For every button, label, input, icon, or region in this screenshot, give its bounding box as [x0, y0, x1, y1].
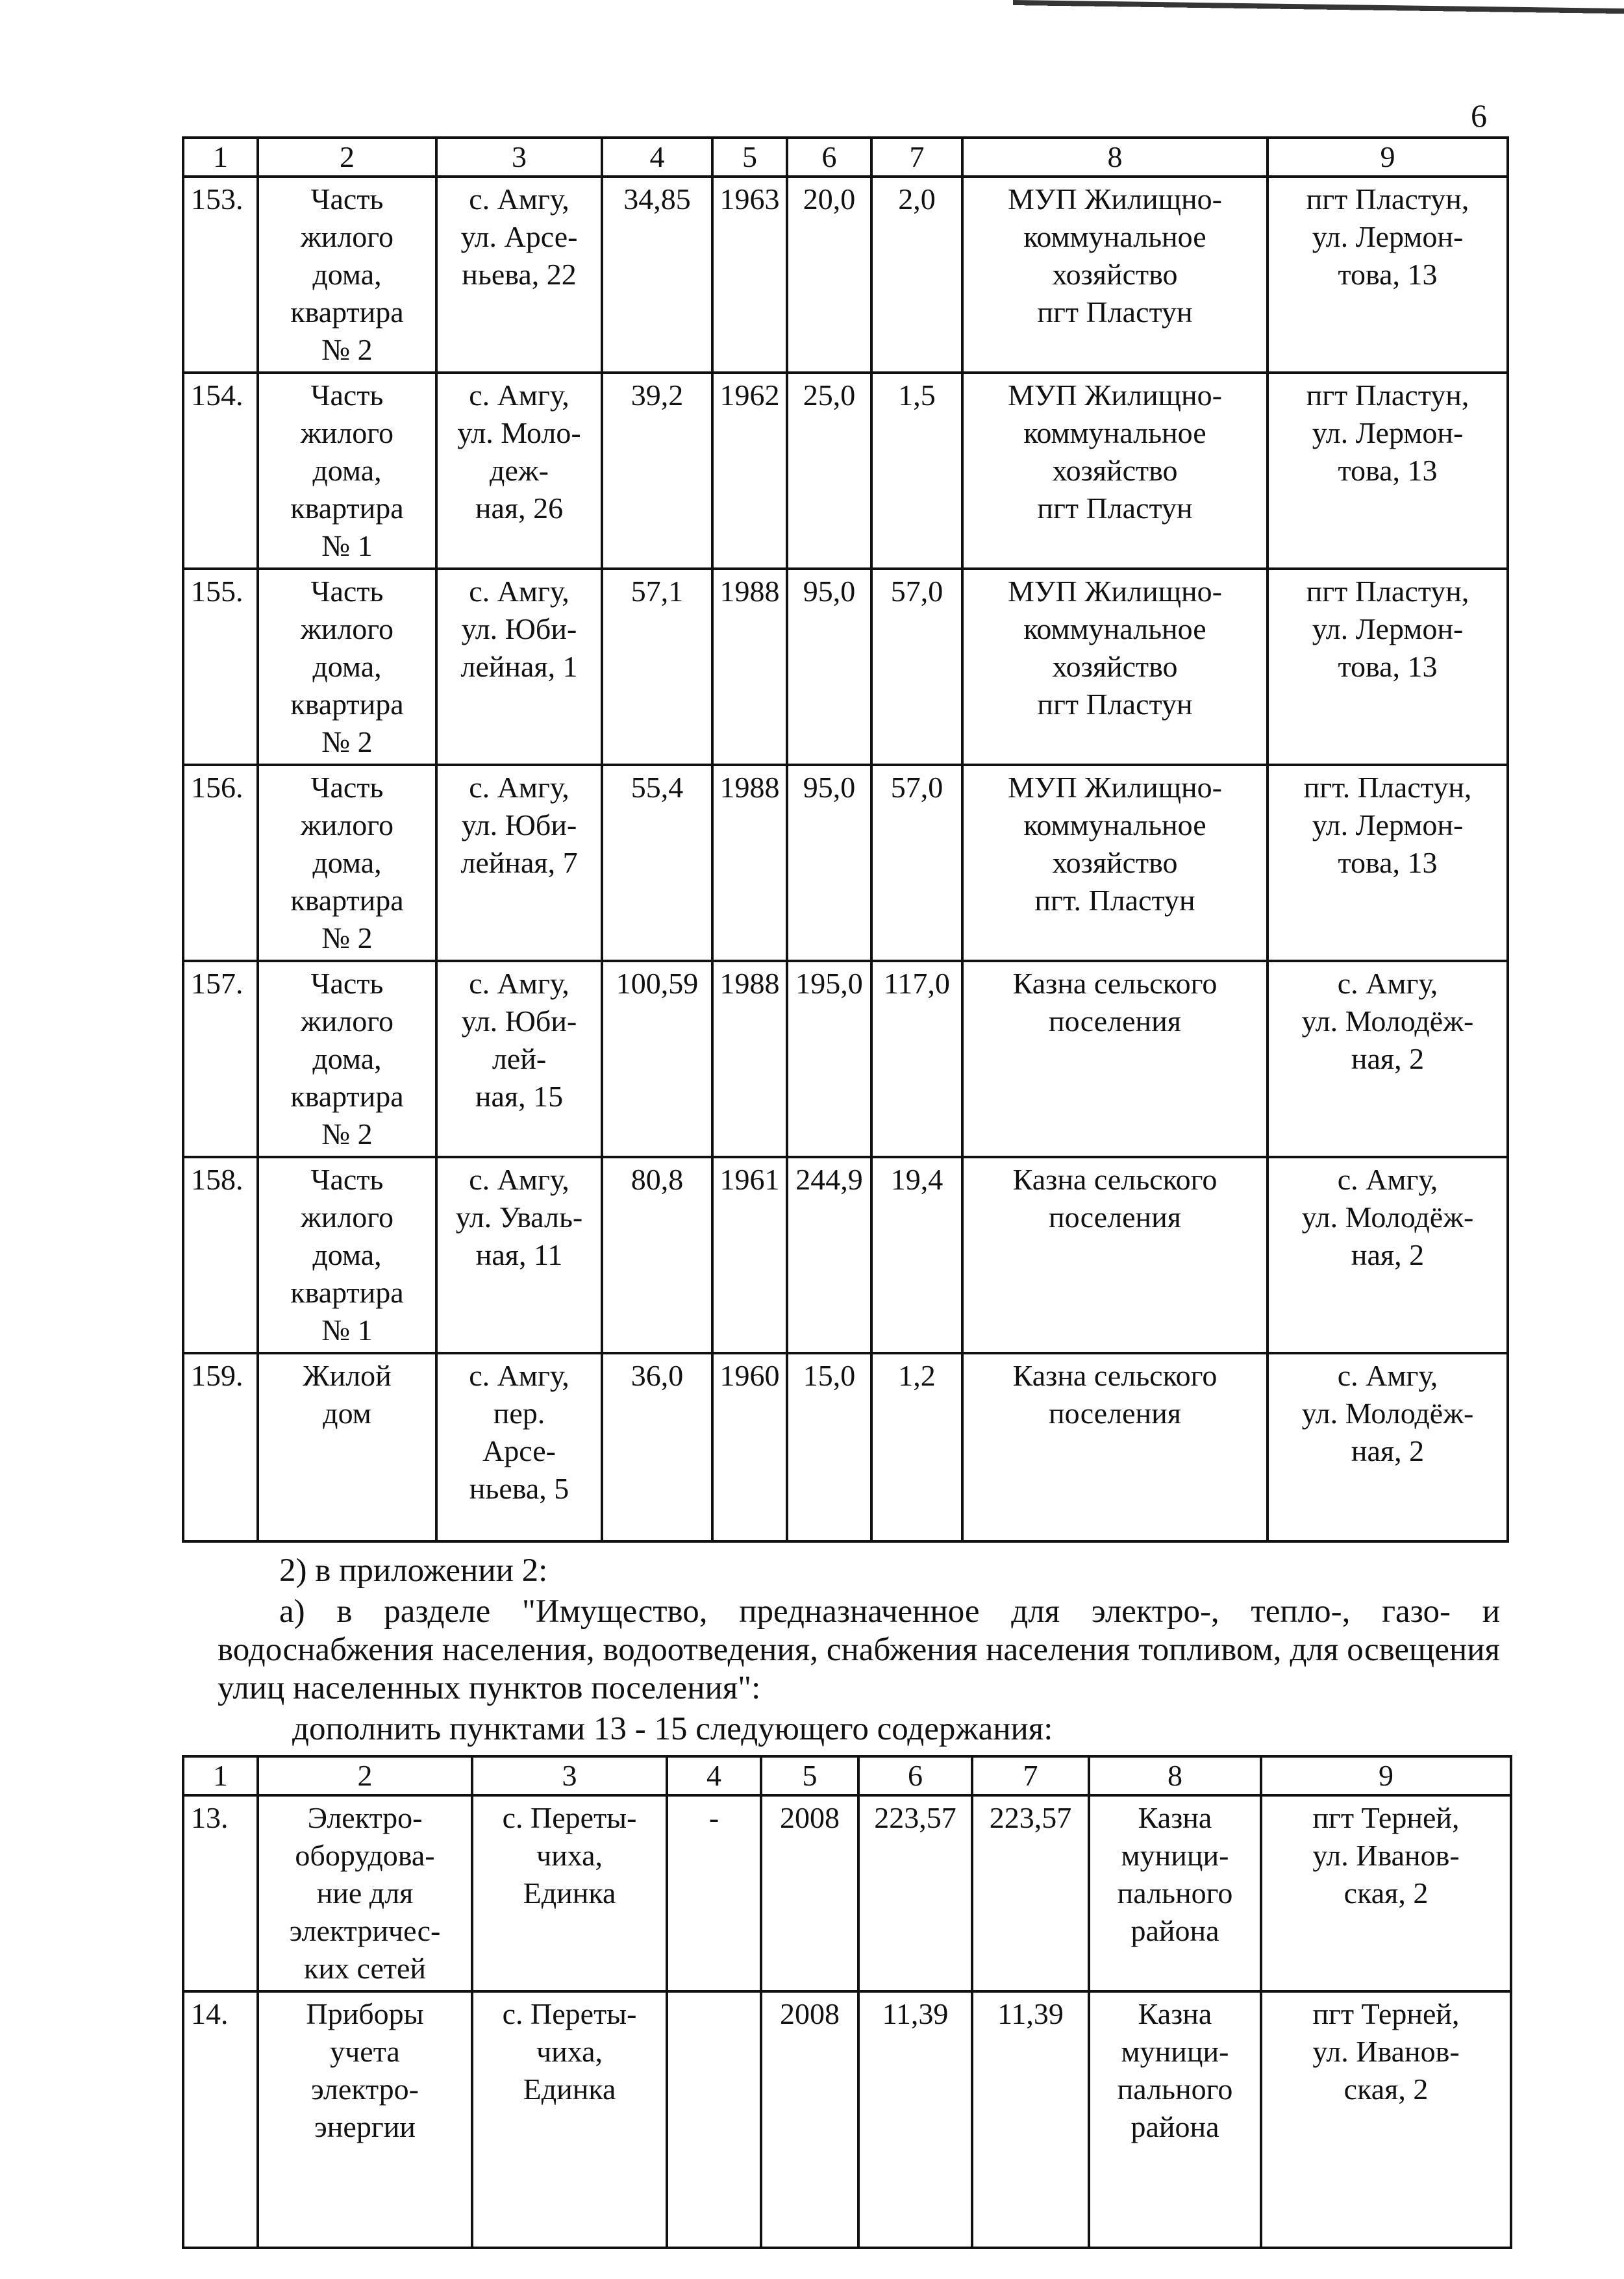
- holder-address-cell: с. Амгу, ул. Молодёж- ная, 2: [1268, 1157, 1508, 1353]
- holder-address-cell: пгт Терней, ул. Иванов- ская, 2: [1261, 1991, 1511, 2248]
- page-number: 6: [1471, 97, 1487, 134]
- value-cell: 223,57: [858, 1795, 972, 1991]
- header-cell: 7: [871, 138, 962, 177]
- object-name: Часть жилого дома, квартира № 1: [258, 373, 436, 569]
- year-cell: 1988: [712, 569, 787, 765]
- area-cell: 100,59: [602, 961, 712, 1157]
- row-number: 153.: [183, 177, 258, 373]
- table-row: [183, 765, 1508, 961]
- object-address: с. Амгу, пер. Арсе- ньева, 5: [436, 1353, 602, 1541]
- header-cell: 4: [667, 1756, 761, 1795]
- year-cell: 1960: [712, 1353, 787, 1541]
- row-number: 154.: [183, 373, 258, 569]
- object-name: Часть жилого дома, квартира № 2: [258, 765, 436, 961]
- area-cell: 39,2: [602, 373, 712, 569]
- holder-address-cell: пгт. Пластун, ул. Лермон- това, 13: [1268, 765, 1508, 961]
- value-cell: 195,0: [787, 961, 871, 1157]
- holder-cell: МУП Жилищно- коммунальное хозяйство пгт Пластун: [962, 569, 1268, 765]
- row-number: 13.: [183, 1795, 258, 1991]
- table-row: [183, 1795, 1511, 1991]
- area-cell: [667, 1991, 761, 2248]
- header-cell: 8: [1089, 1756, 1261, 1795]
- holder-cell: Казна муници- пального района: [1089, 1795, 1261, 1991]
- object-address: с. Амгу, ул. Арсе- ньева, 22: [436, 177, 602, 373]
- object-name: Приборы учета электро- энергии: [258, 1991, 472, 2248]
- header-cell: 4: [602, 138, 712, 177]
- table-row: [183, 1991, 1511, 2248]
- area-cell: 80,8: [602, 1157, 712, 1353]
- year-cell: 1988: [712, 765, 787, 961]
- residual-value-cell: 1,5: [871, 373, 962, 569]
- holder-cell: Казна сельского поселения: [962, 1353, 1268, 1541]
- residual-value-cell: 117,0: [871, 961, 962, 1157]
- residual-value-cell: 19,4: [871, 1157, 962, 1353]
- holder-address-cell: с. Амгу, ул. Молодёж- ная, 2: [1268, 1353, 1508, 1541]
- table-row: [183, 1157, 1508, 1353]
- object-name: Часть жилого дома, квартира № 2: [258, 961, 436, 1157]
- table-row: [183, 1353, 1508, 1541]
- table-header-row: [183, 1756, 1511, 1795]
- row-number: 158.: [183, 1157, 258, 1353]
- area-cell: -: [667, 1795, 761, 1991]
- year-cell: 1961: [712, 1157, 787, 1353]
- header-cell: 9: [1268, 138, 1508, 177]
- object-address: с. Амгу, ул. Юби- лей- ная, 15: [436, 961, 602, 1157]
- header-cell: 7: [972, 1756, 1089, 1795]
- holder-cell: Казна муници- пального района: [1089, 1991, 1261, 2248]
- value-cell: 25,0: [787, 373, 871, 569]
- header-cell: 3: [436, 138, 602, 177]
- object-name: Часть жилого дома, квартира № 2: [258, 177, 436, 373]
- residual-value-cell: 57,0: [871, 569, 962, 765]
- holder-address-cell: пгт Пластун, ул. Лермон- това, 13: [1268, 569, 1508, 765]
- header-cell: 6: [787, 138, 871, 177]
- paragraph-section: а) в разделе "Имущество, предназначенное для электро-, тепло-, газо- и водоснабжения населения, водоотведения, снабжения населения топливом, для освещения улиц населенных пунктов поселения":: [218, 1593, 1500, 1706]
- row-number: 156.: [183, 765, 258, 961]
- residual-value-cell: 1,2: [871, 1353, 962, 1541]
- year-cell: 2008: [761, 1795, 858, 1991]
- table-row: [183, 569, 1508, 765]
- header-cell: 8: [962, 138, 1268, 177]
- header-cell: 6: [858, 1756, 972, 1795]
- header-cell: 5: [761, 1756, 858, 1795]
- row-number: 155.: [183, 569, 258, 765]
- holder-address-cell: пгт Терней, ул. Иванов- ская, 2: [1261, 1795, 1511, 1991]
- value-cell: 20,0: [787, 177, 871, 373]
- value-cell: 95,0: [787, 765, 871, 961]
- header-cell: 9: [1261, 1756, 1511, 1795]
- value-cell: 15,0: [787, 1353, 871, 1541]
- object-address: с. Амгу, ул. Юби- лейная, 7: [436, 765, 602, 961]
- table-row: [183, 961, 1508, 1157]
- holder-cell: Казна сельского поселения: [962, 961, 1268, 1157]
- object-name: Жилой дом: [258, 1353, 436, 1541]
- object-address: с. Переты- чиха, Единка: [472, 1991, 667, 2248]
- holder-address-cell: пгт Пластун, ул. Лермон- това, 13: [1268, 177, 1508, 373]
- header-cell: 1: [183, 1756, 258, 1795]
- property-table-2: [182, 1755, 1512, 2249]
- holder-address-cell: пгт Пластун, ул. Лермон- това, 13: [1268, 373, 1508, 569]
- residual-value-cell: 223,57: [972, 1795, 1089, 1991]
- property-table-1: [182, 136, 1509, 1543]
- area-cell: 57,1: [602, 569, 712, 765]
- table-row: [183, 373, 1508, 569]
- holder-cell: МУП Жилищно- коммунальное хозяйство пгт. Пластун: [962, 765, 1268, 961]
- value-cell: 11,39: [858, 1991, 972, 2248]
- residual-value-cell: 2,0: [871, 177, 962, 373]
- object-address: с. Переты- чиха, Единка: [472, 1795, 667, 1991]
- holder-address-cell: с. Амгу, ул. Молодёж- ная, 2: [1268, 961, 1508, 1157]
- header-cell: 2: [258, 138, 436, 177]
- area-cell: 55,4: [602, 765, 712, 961]
- header-cell: 5: [712, 138, 787, 177]
- object-address: с. Амгу, ул. Юби- лейная, 1: [436, 569, 602, 765]
- object-name: Часть жилого дома, квартира № 2: [258, 569, 436, 765]
- header-cell: 2: [258, 1756, 472, 1795]
- table-row: [183, 177, 1508, 373]
- holder-cell: Казна сельского поселения: [962, 1157, 1268, 1353]
- residual-value-cell: 11,39: [972, 1991, 1089, 2248]
- table-header-row: [183, 138, 1508, 177]
- year-cell: 1988: [712, 961, 787, 1157]
- residual-value-cell: 57,0: [871, 765, 962, 961]
- row-number: 159.: [183, 1353, 258, 1541]
- object-name: Часть жилого дома, квартира № 1: [258, 1157, 436, 1353]
- object-name: Электро- оборудова- ние для электричес- ких сетей: [258, 1795, 472, 1991]
- holder-cell: МУП Жилищно- коммунальное хозяйство пгт Пластун: [962, 373, 1268, 569]
- value-cell: 244,9: [787, 1157, 871, 1353]
- header-cell: 3: [472, 1756, 667, 1795]
- object-address: с. Амгу, ул. Уваль- ная, 11: [436, 1157, 602, 1353]
- holder-cell: МУП Жилищно- коммунальное хозяйство пгт Пластун: [962, 177, 1268, 373]
- year-cell: 1962: [712, 373, 787, 569]
- row-number: 157.: [183, 961, 258, 1157]
- area-cell: 34,85: [602, 177, 712, 373]
- year-cell: 1963: [712, 177, 787, 373]
- year-cell: 2008: [761, 1991, 858, 2248]
- table-2-wrapper: [182, 1755, 1513, 2249]
- area-cell: 36,0: [602, 1353, 712, 1541]
- row-number: 14.: [183, 1991, 258, 2248]
- value-cell: 95,0: [787, 569, 871, 765]
- header-cell: 1: [183, 138, 258, 177]
- paragraph-supplement: дополнить пунктами 13 - 15 следующего содержания:: [292, 1711, 1053, 1747]
- object-address: с. Амгу, ул. Моло- деж- ная, 26: [436, 373, 602, 569]
- paragraph-appendix-2: 2) в приложении 2:: [279, 1552, 548, 1589]
